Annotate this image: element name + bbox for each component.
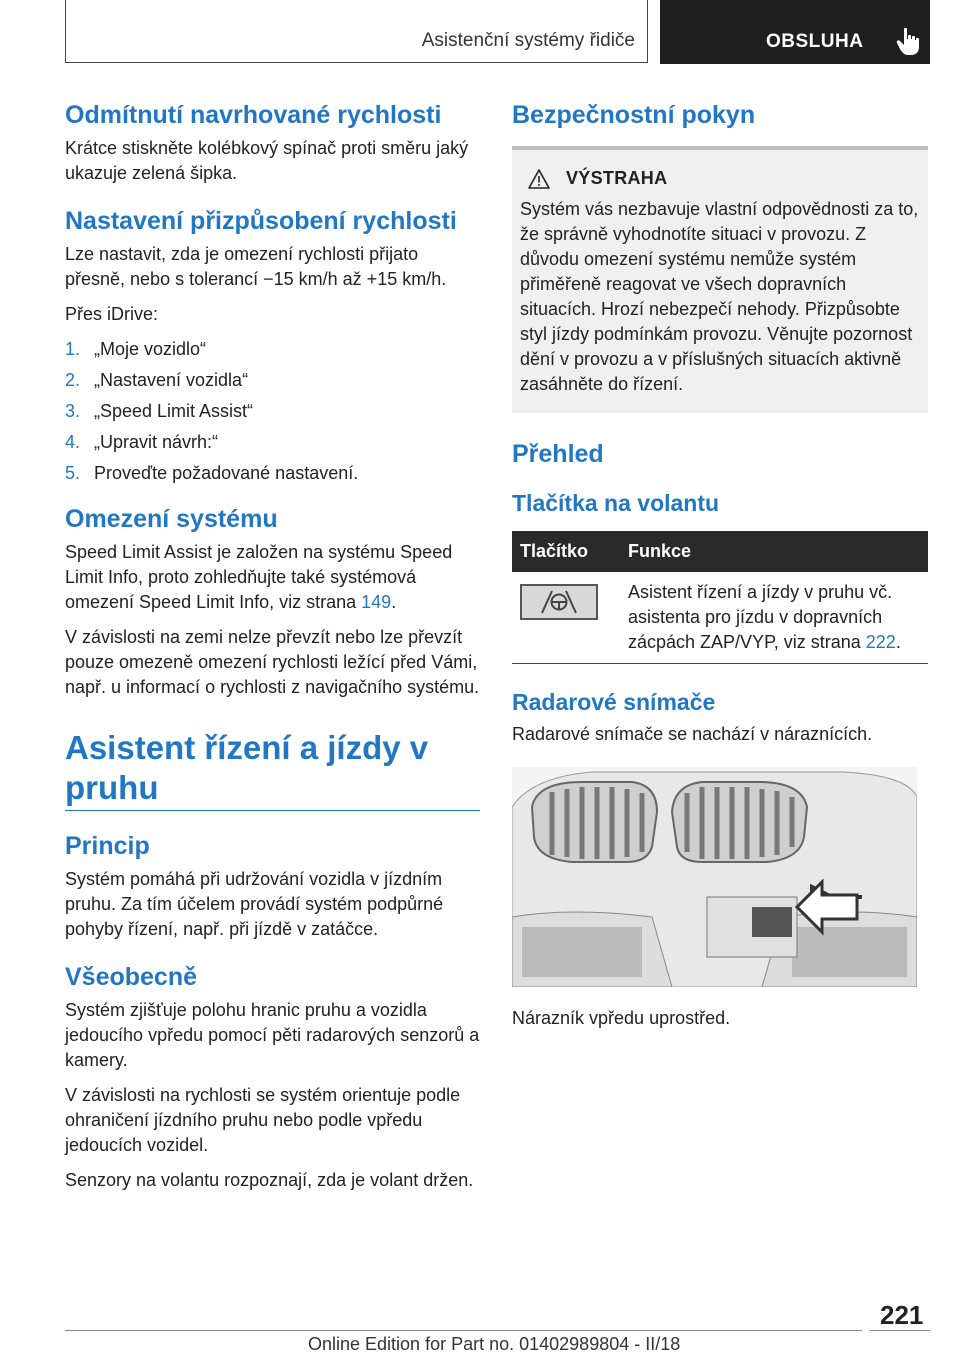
left-column [65, 100, 480, 1203]
section-title-overview: Přehled [512, 440, 604, 468]
footer-divider [65, 1330, 862, 1331]
section-title-decline-speed: Odmítnutí navrhované rychlosti [65, 101, 442, 129]
section-title-system-limits: Omezení systému [65, 505, 278, 533]
paragraph: V závislosti na rychlosti se systém orientuje podle ohraničení jízdního pruhu nebo podle vpředu jedoucích vozidel. [65, 1085, 461, 1155]
table-header-row [512, 531, 928, 572]
paragraph: Senzory na volantu rozpoznají, zda je volant držen. [65, 1170, 474, 1190]
section-title-general: Všeobecně [65, 963, 198, 991]
section-title-safety: Bezpečnostní pokyn [512, 101, 756, 129]
list-item [65, 337, 480, 362]
paragraph: V závislosti na zemi nelze převzít nebo lze převzít pouze omezeně omezení rychlosti ležící před Vámi, např. u informací o rychlosti z navigačního systému. [65, 627, 480, 697]
warning-label: VÝSTRAHA [566, 168, 668, 188]
table-header: Tlačítko [512, 531, 620, 572]
subsection-title-radar: Radarové snímače [512, 689, 716, 715]
lane-assist-button-image [520, 584, 598, 620]
chapter-heading-block [65, 728, 480, 811]
chapter-title: Asistenční systémy řidiče [421, 30, 635, 51]
header-title-box [65, 0, 648, 63]
hand-pointer-icon [895, 27, 921, 57]
list-item [65, 461, 480, 486]
paragraph: Lze nastavit, zda je omezení rychlosti přijato přesně, nebo s tolerancí −15 km/h až +15 km/h. [65, 244, 447, 289]
list-item [65, 399, 480, 424]
page-number: 221 [880, 1300, 924, 1330]
warning-text: Systém vás nezbavuje vlastní odpovědnosti za to, že správně vyhodnotíte situaci v provozu. Z důvodu omezení systému nemůže systém přiměřeně reagovat ve všech dopravních situacích. Hrozí nebezpečí nehody. Přizpůsobte styl jízdy podmínkám provozu. Věnujte pozornost dění v provozu a v příslušných situacích aktivně zasáhněte do řízení. [520, 199, 919, 394]
main-heading: Asistent řízení a jízdy v pruhu [65, 729, 429, 806]
step-number: 5. [65, 463, 81, 483]
paragraph: Radarové snímače se nachází v náraznících. [512, 724, 873, 744]
section-title-speed-adjust: Nastavení přizpůsobení rychlosti [65, 207, 457, 235]
step-number: 1. [65, 339, 81, 359]
kidney-grille-left [532, 782, 657, 862]
step-text: „Upravit návrh:“ [94, 432, 219, 452]
table-row [512, 572, 928, 664]
right-column [512, 100, 928, 1041]
page-header [65, 0, 930, 66]
step-text: Proveďte požadované nastavení. [94, 463, 359, 483]
step-number: 2. [65, 370, 81, 390]
table-cell [620, 572, 928, 664]
warning-triangle-icon [528, 169, 550, 189]
paragraph: Přes iDrive: [65, 304, 159, 324]
lane-assist-steering-icon [539, 589, 579, 615]
kidney-grille-right [672, 782, 807, 862]
paragraph [65, 540, 480, 615]
paragraph-text: . [391, 592, 397, 612]
paragraph: Systém zjišťuje polohu hranic pruhu a vozidla jedoucího vpředu pomocí pěti radarových senzorů a kamery. [65, 1000, 480, 1070]
step-number: 3. [65, 401, 81, 421]
cell-text: Asistent řízení a jízdy v pruhu vč. asistenta pro jízdu v dopravních zácpách ZAP/VYP, viz strana [628, 582, 893, 652]
step-text: „Speed Limit Assist“ [94, 401, 254, 421]
paragraph-text: Speed Limit Assist je založen na systému Speed Limit Info, proto zohledňujte také systémová omezení Speed Limit Info, viz strana [65, 542, 453, 612]
section-title-principle: Princip [65, 832, 150, 860]
photo-caption: Nárazník vpředu uprostřed. [512, 1008, 731, 1028]
list-item [65, 368, 480, 393]
step-number: 4. [65, 432, 81, 452]
page-link-149[interactable]: 149 [361, 592, 392, 612]
page-link-222[interactable]: 222 [865, 632, 896, 652]
step-text: „Nastavení vozidla“ [94, 370, 249, 390]
steps-list [65, 337, 480, 486]
buttons-table [512, 531, 928, 664]
subsection-title-buttons: Tlačítka na volantu [512, 490, 720, 516]
warning-header [528, 168, 920, 189]
front-bumper-photo [512, 767, 917, 987]
warning-box [512, 146, 928, 413]
footer-divider [870, 1330, 930, 1331]
table-cell [512, 572, 620, 664]
section-tab [660, 0, 930, 64]
list-item [65, 430, 480, 455]
paragraph: Systém pomáhá při udržování vozidla v jízdním pruhu. Za tím účelem provádí systém podpůrné pohyby řízení, např. při jízdě v zatáčce. [65, 869, 444, 939]
edition-info: Online Edition for Part no. 01402989804 - II/18 [308, 1334, 681, 1354]
step-text: „Moje vozidlo“ [94, 339, 207, 359]
cell-text: . [895, 632, 901, 652]
paragraph: Krátce stiskněte kolébkový spínač proti směru jaký ukazuje zelená šipka. [65, 138, 469, 183]
section-label: OBSLUHA [766, 31, 864, 52]
table-header: Funkce [620, 531, 928, 572]
